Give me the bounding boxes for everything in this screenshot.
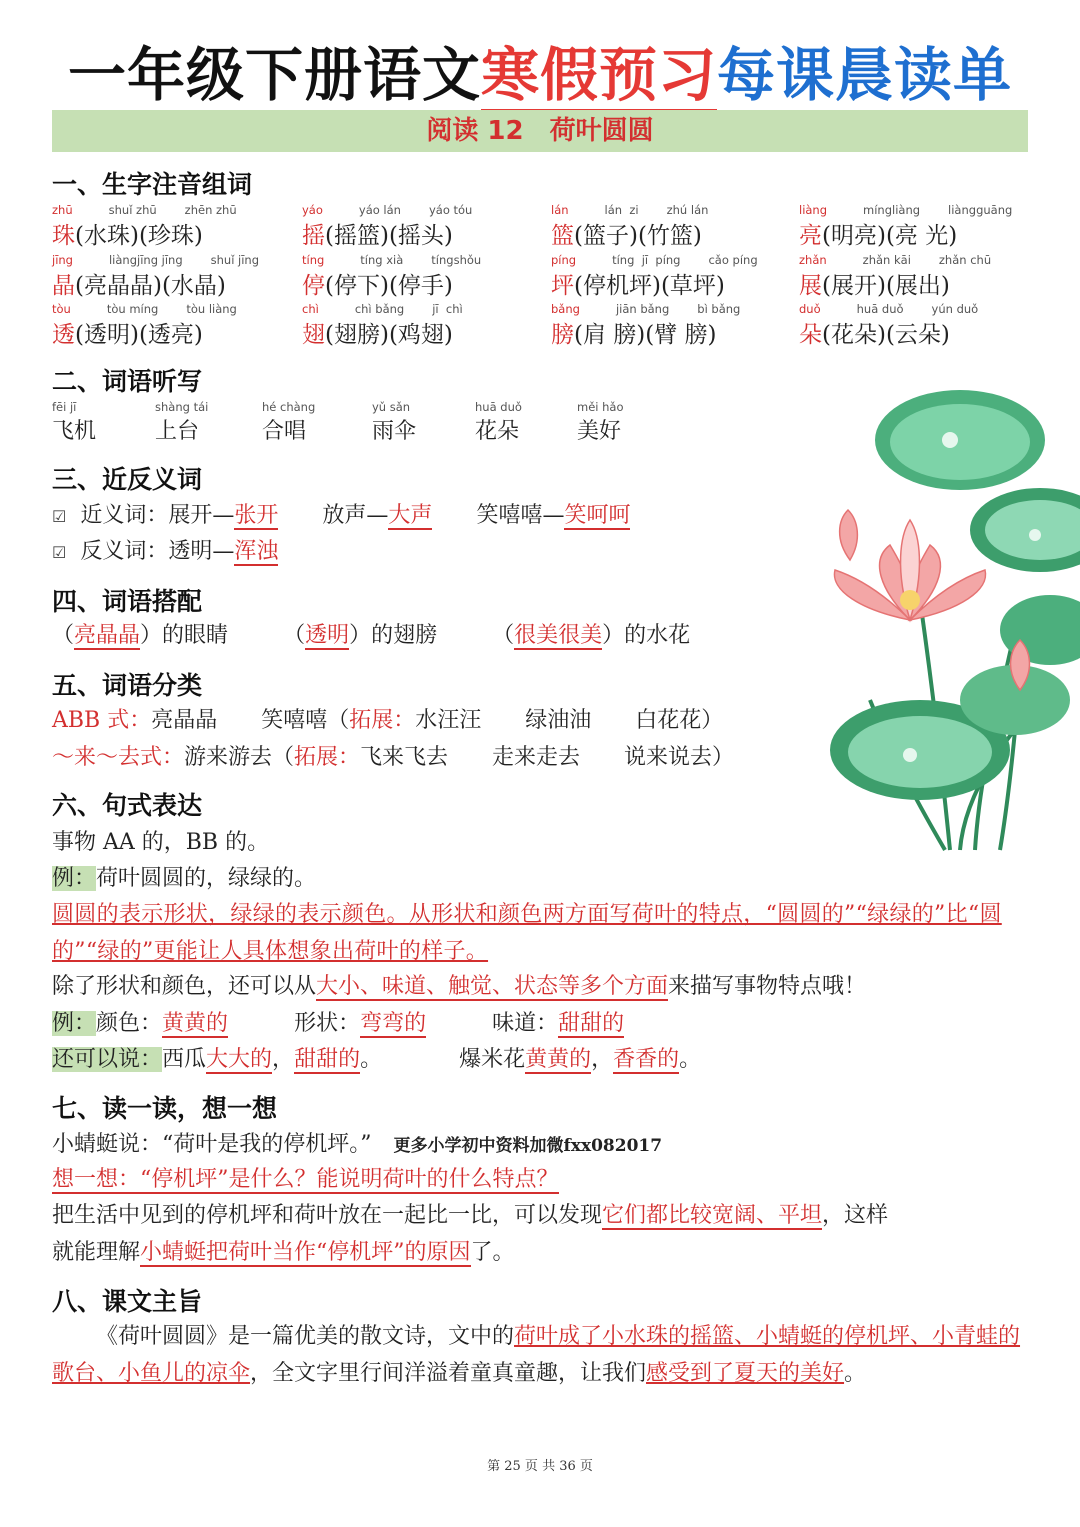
ans-d: 就能理解 — [52, 1240, 141, 1265]
dictation-word — [52, 400, 96, 445]
char-word-line — [799, 267, 991, 300]
pinyin-word2: tíngshǒu — [431, 253, 482, 267]
also1-e: 。 — [360, 1047, 372, 1072]
pinyin-char: píng — [551, 253, 577, 267]
char-word-line — [799, 316, 978, 349]
section2-heading: 二、词语听写 — [52, 367, 203, 396]
also2-c: ， — [591, 1047, 614, 1072]
dictation-pinyin: yǔ sǎn — [372, 400, 411, 414]
also1-c: ， — [272, 1047, 295, 1072]
char-word-line — [302, 217, 472, 250]
title-part2: 寒假预习 — [481, 41, 717, 114]
new-char: 朵 — [799, 322, 822, 348]
char-word-line — [302, 267, 481, 300]
pinyin-char: jīng — [52, 253, 73, 267]
pinyin-line — [551, 203, 708, 217]
pinyin-char: bǎng — [551, 302, 580, 316]
pinyin-word1: tíng xià — [360, 253, 404, 267]
new-char: 坪 — [551, 273, 574, 299]
pinyin-word1: lán zi — [604, 203, 639, 217]
char-word-line — [52, 267, 259, 300]
title-part3: 每课晨读单 — [717, 41, 1013, 109]
section5-heading: 五、词语分类 — [52, 671, 203, 700]
dictation-text: 雨伞 — [372, 419, 417, 444]
laiqu-line — [52, 740, 734, 771]
char-entry — [799, 302, 978, 349]
also-label: 还可以说： — [52, 1047, 163, 1072]
ant-word: 透明— — [168, 539, 235, 564]
pinyin-char: lán — [551, 203, 569, 217]
new-char: 摇 — [302, 223, 325, 249]
more-line — [52, 969, 866, 1000]
summary-e: 。 — [844, 1361, 867, 1386]
collocation-answer: 亮晶晶 — [74, 623, 141, 648]
char-word-line — [52, 316, 237, 349]
ex2-key: 形状： — [294, 1011, 361, 1036]
laiqu-text: 游来游去（ — [184, 745, 295, 770]
collocation-line: （亮晶晶）的眼睛 （透明）的翅膀 （很美很美）的水花 — [52, 623, 691, 648]
dictation-pinyin: shàng tái — [155, 400, 209, 414]
abb-line — [52, 703, 723, 734]
pinyin-char: zhū — [52, 203, 73, 217]
collocation-rest: 的翅膀 — [371, 623, 438, 648]
example-label: 例： — [52, 866, 97, 891]
summary-b: 荷叶成了小水珠的摇篮、小蜻蜓的停机坪、小青蛙的歌台、小鱼儿的凉伞 — [52, 1324, 1021, 1386]
pinyin-word1: huā duǒ — [856, 302, 904, 316]
collocation-answer: 很美很美 — [514, 623, 603, 648]
pinyin-line — [551, 302, 740, 316]
pinyin-line — [302, 302, 463, 316]
also1-d: 甜甜的 — [294, 1047, 361, 1072]
lesson-banner: 阅读 12 荷叶圆圆 — [52, 110, 1028, 152]
syn-answer: 张开 — [234, 503, 279, 528]
new-char: 篮 — [551, 223, 574, 249]
word2: (竹篮) — [637, 223, 702, 249]
summary-paragraph — [52, 1318, 1028, 1392]
char-entry — [302, 203, 472, 250]
char-entry — [302, 302, 463, 349]
dictation-word — [475, 400, 522, 445]
new-char: 膀 — [551, 322, 574, 348]
pinyin-line — [52, 253, 259, 267]
collocation-rest: 的水花 — [624, 623, 691, 648]
char-word-line — [551, 267, 758, 300]
pinyin-word1: jiān bǎng — [615, 302, 670, 316]
word1: (透明) — [75, 322, 139, 348]
also1-a: 西瓜 — [162, 1047, 207, 1072]
char-entry — [302, 253, 481, 300]
pinyin-line — [799, 302, 978, 316]
collocation-answer: 透明 — [305, 623, 350, 648]
dictation-text: 花朵 — [475, 419, 520, 444]
pinyin-char: tíng — [302, 253, 325, 267]
more-b: 大小、味道、触觉、状态等多个方面 — [316, 974, 669, 999]
word1: (翅膀) — [325, 322, 389, 348]
section1-heading: 一、生字注音组词 — [52, 170, 253, 199]
ans-a: 把生活中见到的停机坪和荷叶放在一起比一比，可以发现 — [52, 1203, 603, 1228]
laiqu-ext: 拓展： — [294, 745, 361, 770]
word1: (水珠) — [75, 223, 139, 249]
new-char: 停 — [302, 273, 325, 299]
pinyin-word2: zhǎn chū — [938, 253, 992, 267]
ex2-value: 弯弯的 — [360, 1011, 427, 1036]
title-part1: 一年级下册语文 — [67, 41, 481, 109]
syn-word: 笑嘻嘻— — [476, 503, 565, 528]
summary-d: 感受到了夏天的美好 — [646, 1361, 845, 1386]
ans-c: ，这样 — [822, 1203, 889, 1228]
dictation-text: 飞机 — [52, 419, 97, 444]
section6-heading: 六、句式表达 — [52, 791, 203, 820]
also2-e: 。 — [679, 1047, 702, 1072]
word1: (停下) — [325, 273, 389, 299]
ex2-value: 黄黄的 — [162, 1011, 229, 1036]
pinyin-line — [52, 203, 237, 217]
example-line — [52, 861, 316, 892]
word2: (亮 光) — [885, 223, 958, 249]
summary-c: ，全文字里行间洋溢着童真童趣，让我们 — [250, 1361, 647, 1386]
ans-b: 它们都比较宽阔、平坦 — [602, 1203, 823, 1228]
pattern-line: 事物 AA 的，BB 的。 — [52, 830, 270, 855]
pinyin-word1: zhǎn kāi — [862, 253, 911, 267]
pinyin-char: liàng — [799, 203, 828, 217]
pinyin-line — [799, 253, 991, 267]
laiqu-label: ～来～去式： — [52, 745, 185, 770]
syn-answer: 大声 — [388, 503, 433, 528]
more-a: 除了形状和颜色，还可以从 — [52, 974, 317, 999]
new-char: 亮 — [799, 223, 822, 249]
checkbox-icon: ☑ — [52, 507, 67, 526]
pinyin-word1: shuǐ zhū — [108, 203, 157, 217]
page-footer: 第 25 页 共 36 页 — [487, 1459, 593, 1474]
char-word-line — [52, 217, 237, 250]
example2-line — [52, 1006, 624, 1037]
question-line — [52, 1162, 559, 1193]
quote: 小蜻蜓说：“荷叶是我的停机坪。” — [52, 1132, 372, 1157]
char-word-line — [551, 217, 708, 250]
also2-a: 爆米花 — [459, 1047, 526, 1072]
section3-heading: 三、近反义词 — [52, 465, 203, 494]
word1: (花朵) — [822, 322, 886, 348]
dictation-word — [155, 400, 208, 445]
pinyin-line — [302, 253, 481, 267]
pinyin-word1: chì bǎng — [354, 302, 405, 316]
promo-text: 更多小学初中资料加微fxx082017 — [393, 1136, 663, 1156]
ex2-key: 颜色： — [96, 1011, 163, 1036]
ans-f: 了。 — [470, 1240, 515, 1265]
word2: (停手) — [388, 273, 453, 299]
pinyin-word1: míngliàng — [863, 203, 921, 217]
word1: (肩 膀) — [574, 322, 646, 348]
example2-label: 例： — [52, 1011, 97, 1036]
answer-line1 — [52, 1198, 888, 1229]
char-entry — [551, 203, 708, 250]
char-entry — [551, 253, 758, 300]
laiqu-rest: 飞来飞去 走来走去 说来说去） — [360, 745, 735, 770]
new-char: 透 — [52, 322, 75, 348]
ans-e: 小蜻蜓把荷叶当作“停机坪”的原因 — [140, 1240, 471, 1265]
synonym-label: 近义词： — [80, 503, 169, 528]
more-c: 来描写事物特点哦！ — [668, 974, 867, 999]
also-line — [52, 1042, 701, 1073]
pinyin-word2: jī chì — [432, 302, 463, 316]
dictation-text: 美好 — [577, 419, 622, 444]
pinyin-word2: zhú lán — [666, 203, 709, 217]
pinyin-word2: shuǐ jīng — [210, 253, 260, 267]
dictation-pinyin: fēi jī — [52, 400, 77, 414]
pinyin-char: chì — [302, 302, 319, 316]
also1-b: 大大的 — [206, 1047, 273, 1072]
char-entry — [799, 203, 1012, 250]
pinyin-line — [52, 302, 237, 316]
char-entry — [52, 203, 237, 250]
checkbox-icon: ☑ — [52, 543, 67, 562]
example-text: 荷叶圆圆的，绿绿的。 — [96, 866, 317, 891]
also2-b: 黄黄的 — [525, 1047, 592, 1072]
char-word-line — [302, 316, 463, 349]
dictation-text: 上台 — [155, 419, 200, 444]
pinyin-word2: yún duǒ — [931, 302, 979, 316]
ant-answer: 浑浊 — [234, 539, 279, 564]
ex2-value: 甜甜的 — [558, 1011, 625, 1036]
word1: (停机坪) — [574, 273, 661, 299]
pinyin-word1: yáo lán — [358, 203, 401, 217]
char-entry — [52, 302, 237, 349]
antonym-line — [52, 534, 278, 565]
word2: (透亮) — [138, 322, 203, 348]
syn-word: 展开— — [168, 503, 235, 528]
word2: (臂 膀) — [645, 322, 717, 348]
dictation-word — [262, 400, 315, 445]
pinyin-char: duǒ — [799, 302, 821, 316]
pinyin-word2: bì bǎng — [697, 302, 741, 316]
word1: (展开) — [822, 273, 886, 299]
quote-line — [52, 1127, 662, 1158]
dictation-pinyin: měi hǎo — [577, 400, 624, 414]
word2: (鸡翅) — [388, 322, 453, 348]
pinyin-word2: tòu liàng — [186, 302, 237, 316]
word2: (展出) — [885, 273, 950, 299]
dictation-word — [577, 400, 624, 445]
new-char: 翅 — [302, 322, 325, 348]
char-entry — [799, 253, 991, 300]
pinyin-word2: zhēn zhū — [184, 203, 237, 217]
section4-heading: 四、词语搭配 — [52, 587, 203, 616]
new-char: 珠 — [52, 223, 75, 249]
dictation-pinyin: hé chàng — [262, 400, 316, 414]
antonym-label: 反义词： — [80, 539, 169, 564]
pinyin-char: zhǎn — [799, 253, 827, 267]
syn-answer: 笑呵呵 — [564, 503, 631, 528]
word1: (亮晶晶) — [75, 273, 162, 299]
word2: (水晶) — [161, 273, 226, 299]
dictation-pinyin: huā duǒ — [475, 400, 522, 414]
word2: (草坪) — [660, 273, 725, 299]
pinyin-char: tòu — [52, 302, 71, 316]
pinyin-line — [551, 253, 758, 267]
word1: (明亮) — [822, 223, 886, 249]
char-entry — [52, 253, 259, 300]
char-entry — [551, 302, 740, 349]
pinyin-word1: liàngjīng jīng — [108, 253, 183, 267]
explanation: 圆圆的表示形状，绿绿的表示颜色。从形状和颜色两方面写荷叶的特点，“圆圆的”“绿绿的”比“圆的”“绿的”更能让人具体想象出荷叶的样子。 — [52, 902, 1002, 964]
dictation-text: 合唱 — [262, 419, 307, 444]
pinyin-word2: liàngguāng — [948, 203, 1013, 217]
syn-word: 放声— — [322, 503, 389, 528]
collocation-rest: 的眼睛 — [162, 623, 229, 648]
pinyin-word1: tòu míng — [106, 302, 159, 316]
new-char: 晶 — [52, 273, 75, 299]
pinyin-word2: yáo tóu — [428, 203, 473, 217]
lotus-illustration — [800, 370, 1080, 860]
word1: (摇篮) — [325, 223, 389, 249]
question: 想一想：“停机坪”是什么？能说明荷叶的什么特点？ — [52, 1167, 559, 1192]
word2: (珍珠) — [138, 223, 203, 249]
section7-heading: 七、读一读，想一想 — [52, 1094, 278, 1123]
ex2-key: 味道： — [492, 1011, 559, 1036]
new-char: 展 — [799, 273, 822, 299]
abb-rest: 水汪汪 绿油油 白花花） — [415, 708, 724, 733]
also2-d: 香香的 — [613, 1047, 680, 1072]
char-word-line — [799, 217, 1012, 250]
char-word-line — [551, 316, 740, 349]
pinyin-char: yáo — [302, 203, 323, 217]
pinyin-line — [799, 203, 1012, 217]
word2: (云朵) — [885, 322, 950, 348]
summary-a: 《荷叶圆圆》是一篇优美的散文诗，文中的 — [96, 1324, 515, 1349]
section8-heading: 八、课文主旨 — [52, 1287, 203, 1316]
synonym-line — [52, 498, 630, 529]
dictation-word — [372, 400, 416, 445]
answer-line2 — [52, 1235, 515, 1266]
abb-text: 亮晶晶 笑嘻嘻（ — [151, 708, 350, 733]
pinyin-word2: cǎo píng — [708, 253, 758, 267]
word2: (摇头) — [388, 223, 453, 249]
word1: (篮子) — [574, 223, 638, 249]
abb-label: ABB 式： — [52, 708, 152, 733]
pinyin-line — [302, 203, 472, 217]
abb-ext: 拓展： — [349, 708, 416, 733]
pinyin-word1: tíng jī píng — [612, 253, 681, 267]
page-title — [0, 28, 1080, 112]
